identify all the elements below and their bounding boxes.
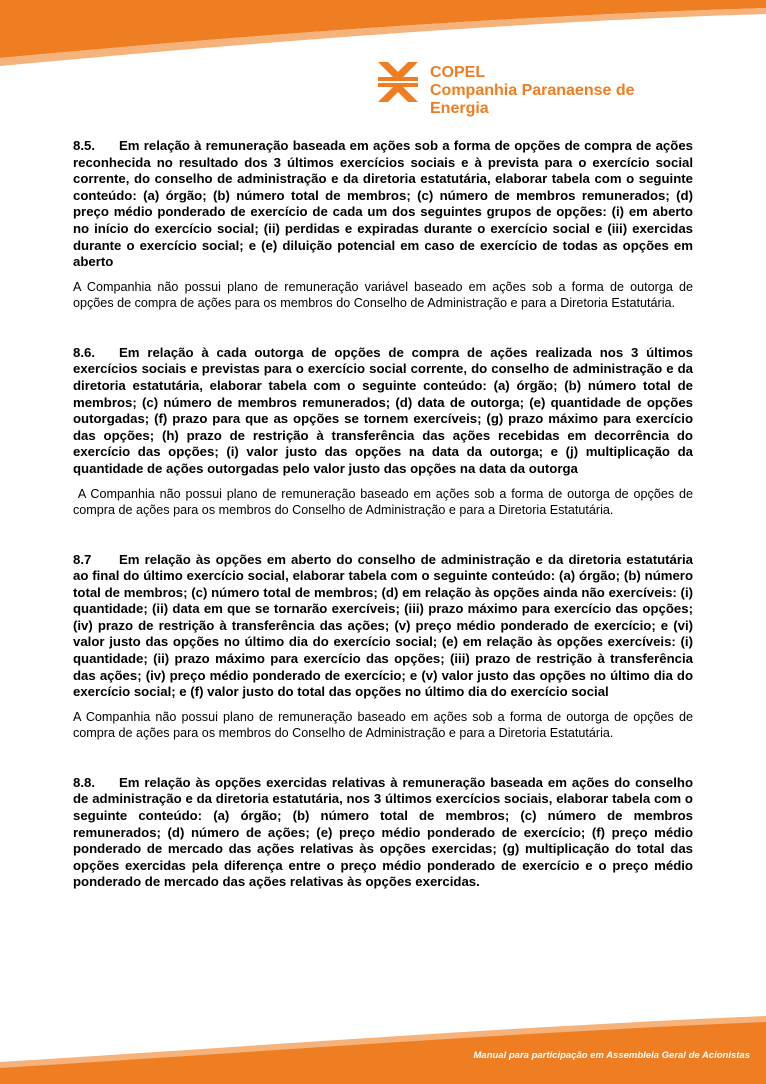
section-8-7	[73, 552, 693, 741]
section-heading	[73, 775, 693, 891]
footer-swoosh	[0, 1010, 766, 1084]
section-8-6	[73, 344, 697, 518]
copel-logo-icon	[376, 60, 420, 104]
section-number: 8.5.	[73, 138, 95, 153]
company-full-name: Companhia Paranaense de Energia	[430, 82, 635, 117]
section-number: 8.8.	[73, 774, 95, 790]
section-number: 8.6.	[73, 344, 95, 360]
section-body: A Companhia não possui plano de remuneração variável baseado em ações sob a forma de outorga de opções de compra de ações para os membros do Conselho de Administração e para a Diretoria Estatutária.	[73, 279, 693, 310]
section-heading-text: Em relação à remuneração baseada em ações sob a forma de opções de compra de ações reconhecida no resultado dos 3 últimos exercícios sociais e à prevista para o exercício social corrente, do conselho de administração e da diretoria estatutária, elaborar tabela com o seguinte conteúdo: (a) órgão; (b) número total de membros; (c) número de membros remunerados; (d) preço médio ponderado de exercício de cada um dos seguintes grupos de opções: (i) em aberto no início do exercício social; (ii) perdidas e expiradas durante o exercício social e (iii) exercidas durante o exercício social; e (e) diluição potencial em caso de exercício de todas as opções em aberto	[73, 138, 693, 270]
section-heading	[73, 552, 693, 701]
section-heading-text: Em relação à cada outorga de opções de compra de ações realizada nos 3 últimos exercícios sociais e previstas para o exercício social corrente, do conselho de administração e da diretoria estatutária, elaborar tabela com o seguinte conteúdo: (a) órgão; (b) número total de membros; (c) número de membros remunerados; (d) data de outorga; (e) quantidade de opções outorgadas; (f) prazo para que as opções se tornem exercíveis; (g) prazo máximo para exercício das opções; (h) prazo de restrição à transferência das ações recebidas em decorrência do exercício das opções; (i) valor justo das opções na data da outorga; e (j) multiplicação da quantidade de ações outorgadas pelo valor justo das opções na data da outorga	[73, 344, 693, 476]
footer-caption: Manual para participação em Assembleia Geral de Acionistas	[473, 1050, 750, 1061]
copel-logo	[376, 60, 692, 117]
section-heading-text: Em relação às opções exercidas relativas à remuneração baseada em ações do conselho de administração e da diretoria estatutária, nos 3 últimos exercícios sociais, elaborar tabela com o seguinte conteúdo: (a) órgão; (b) número total de membros; (c) número de membros remunerados; (d) número de ações; (e) preço médio ponderado de exercício; (f) preço médio ponderado de mercado das ações relativas às opções exercidas; (g) multiplicação do total das opções exercidas pela diferença entre o preço médio ponderado de exercício e o preço médio ponderado de mercado das ações relativas às opções exercidas.	[73, 774, 693, 890]
section-heading	[73, 138, 693, 271]
section-heading-text: Em relação às opções em aberto do conselho de administração e da diretoria estatutária ao final do último exercício social, elaborar tabela com o seguinte conteúdo: (a) órgão; (b) número total de membros; (c) número total de membros; (d) em relação às opções ainda não exercíveis: (i) quantidade; (ii) data em que se tornarão exercíveis; (iii) prazo máximo para exercício das opções; (iv) prazo de restrição à transferência das ações; (v) preço médio ponderado de exercício; e (vi) valor justo das opções no último dia do exercício social; (e) em relação às opções exercíveis: (i) quantidade; (ii) prazo máximo para exercício das opções; (iii) prazo de restrição à transferência das ações; (iv) preço médio ponderado de exercício; e (v) valor justo das opções no último dia do exercício social; e (f) valor justo do total das opções no último dia do exercício social	[73, 551, 693, 700]
section-body: A Companhia não possui plano de remuneração baseado em ações sob a forma de outorga de opções de compra de ações para os membros do Conselho de Administração e para a Diretoria Estatutária.	[73, 709, 693, 740]
section-8-8	[73, 775, 693, 891]
section-body: A Companhia não possui plano de remuneração baseado em ações sob a forma de outorga de opções de compra de ações para os membros do Conselho de Administração e para a Diretoria Estatutária.	[73, 486, 697, 517]
company-short-name: COPEL	[430, 64, 486, 81]
section-8-5	[73, 138, 693, 311]
section-heading	[73, 345, 693, 478]
document-body	[73, 138, 697, 915]
section-number: 8.7	[73, 551, 92, 567]
